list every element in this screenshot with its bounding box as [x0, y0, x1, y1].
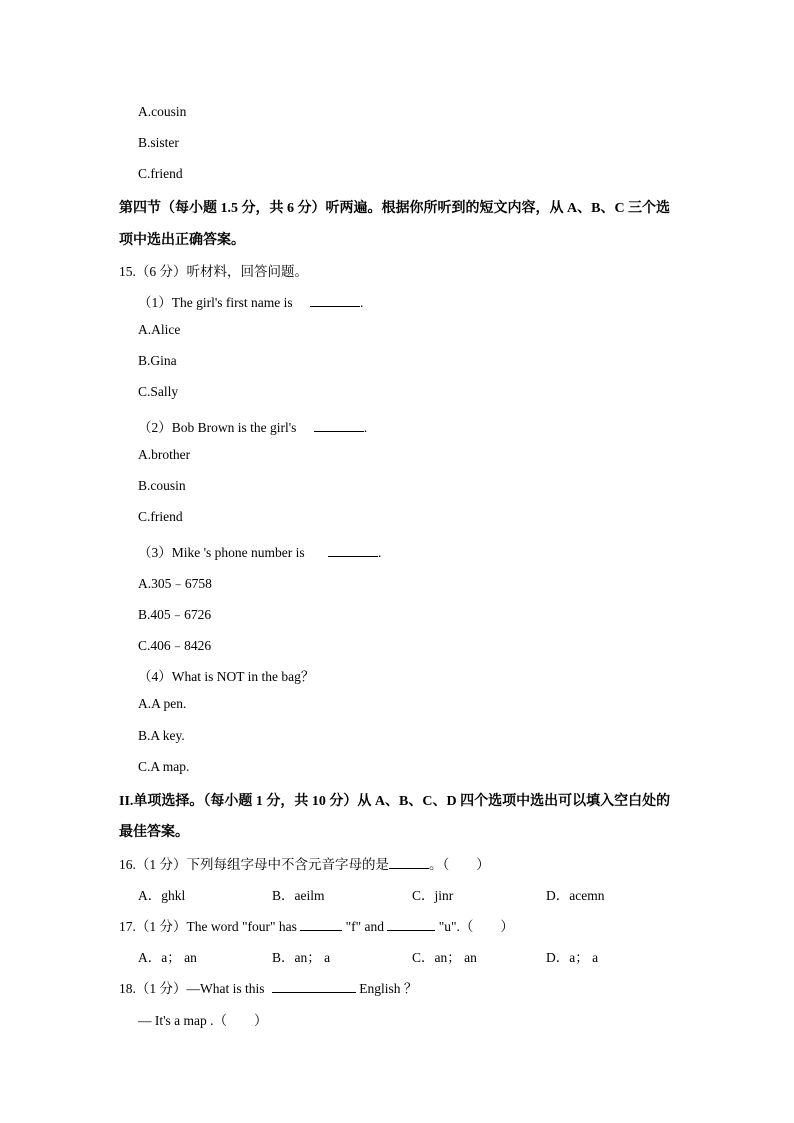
option-a: A.brother [138, 447, 191, 462]
question-stem [119, 977, 417, 997]
question-stem-text: 18.（1 分）—What is this [119, 981, 265, 996]
answer-blank [272, 980, 356, 993]
option-a: A.cousin [138, 104, 187, 119]
section-heading-cont: 项中选出正确答案。 [119, 233, 245, 248]
option-c: C.A map. [138, 759, 190, 774]
sub-question [138, 416, 367, 436]
option-b: B.405﹣6726 [138, 607, 212, 622]
sub-question-text: （1）The girl's first name is [138, 295, 293, 310]
answer-blank [300, 918, 342, 931]
answer-blank [328, 544, 378, 557]
option-b: B.A key. [138, 728, 185, 743]
option-c: C.friend [138, 509, 183, 524]
question-stem-mid: "f" and [345, 919, 385, 934]
option-a: A．ghkl [138, 888, 186, 903]
option-b: B．an； a [272, 950, 331, 965]
question-stem-end: English ？ [359, 981, 418, 996]
section-heading-cont: 最佳答案。 [119, 825, 189, 840]
sub-question-text: （3）Mike 's phone number is [138, 545, 305, 560]
answer-blank [387, 918, 435, 931]
sub-question-end: . [363, 420, 368, 435]
option-a: A.305﹣6758 [138, 576, 212, 591]
option-b: B．aeilm [272, 888, 325, 903]
option-a: A.Alice [138, 322, 181, 337]
sub-question-end: . [360, 295, 364, 310]
sub-question-text: （2）Bob Brown is the girl's [138, 420, 297, 435]
option-a: A．a； an [138, 950, 197, 965]
option-b: B.cousin [138, 478, 186, 493]
section-heading: II.单项选择。（每小题 1 分，共 10 分）从 A、B、C、D 四个选项中选出可以填入空白处的 [119, 794, 671, 809]
question-stem [119, 853, 490, 873]
option-c: C.406﹣8426 [138, 638, 212, 653]
option-c: C.Sally [138, 384, 179, 399]
option-c: C.friend [138, 166, 183, 181]
option-c: C．jinr [412, 888, 454, 903]
answer-blank [310, 294, 360, 307]
option-c: C．an； an [412, 950, 477, 965]
section-heading: 第四节（每小题 1.5 分，共 6 分）听两遍。根据你所听到的短文内容，从 A、B、C 三个选 [119, 201, 671, 216]
option-d: D．a； a [546, 950, 599, 965]
sub-question [138, 291, 363, 311]
option-b: B.Gina [138, 353, 177, 368]
question-stem-end: 。（ ） [429, 857, 490, 872]
answer-blank [389, 856, 429, 869]
question-stem-text: 17.（1 分）The word "four" has [119, 919, 297, 934]
question-stem-end: "u".（ ） [438, 919, 514, 934]
sub-question: （4）What is NOT in the bag？ [138, 669, 315, 684]
question-stem: 15.（6 分）听材料，回答问题。 [119, 264, 308, 279]
option-d: D．acemn [546, 888, 605, 903]
option-a: A.A pen. [138, 696, 187, 711]
sub-question [138, 541, 381, 561]
question-stem-text: 16.（1 分）下列每组字母中不含元音字母的是 [119, 857, 389, 872]
option-b: B.sister [138, 135, 179, 150]
sub-question-end: . [378, 545, 382, 560]
question-stem [119, 915, 514, 935]
answer-blank [314, 419, 364, 432]
question-reply: — It's a map .（ ） [138, 1013, 268, 1028]
